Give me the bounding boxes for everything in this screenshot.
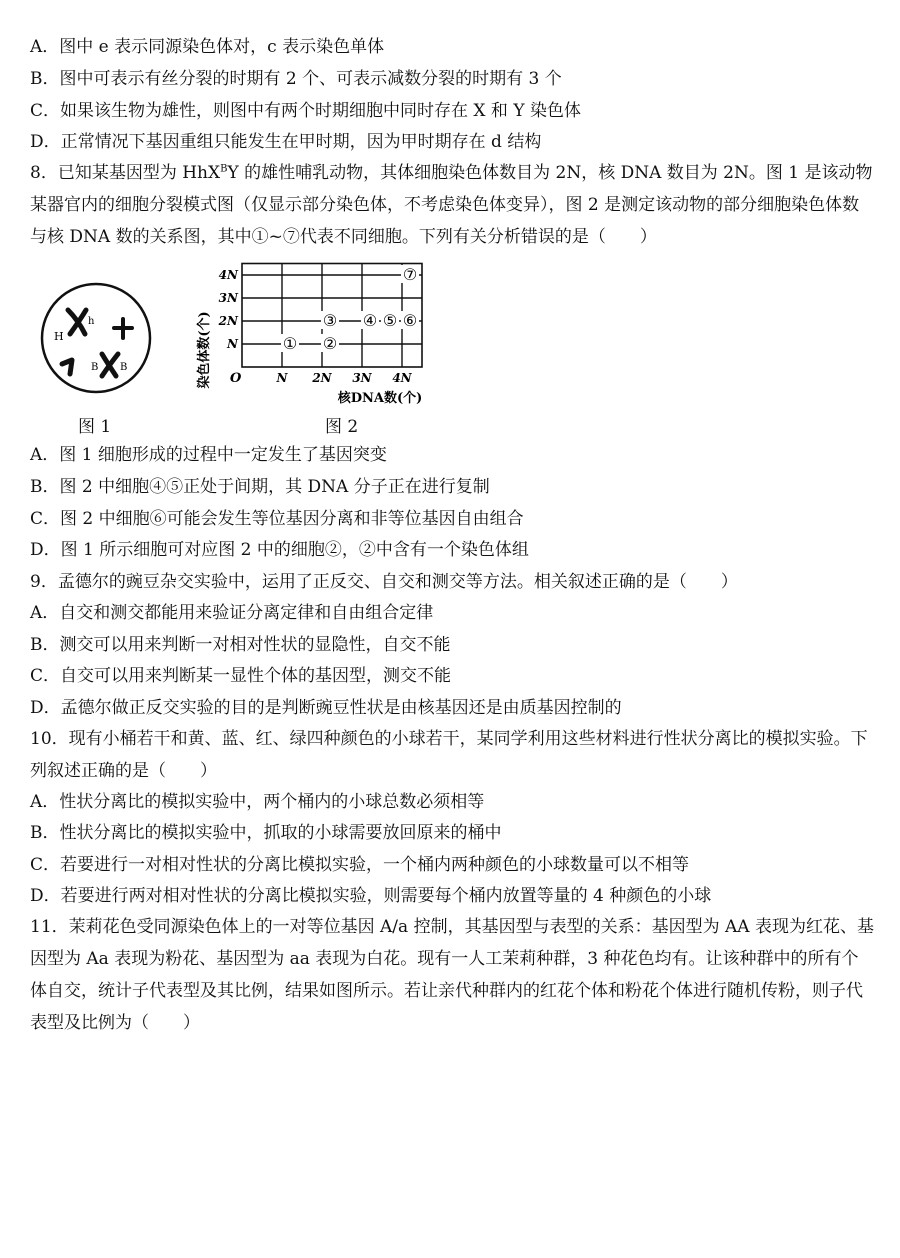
y-tick-label: 2N	[218, 314, 238, 328]
q10-option-c: C．若要进行一对相对性状的分离比模拟实验，一个桶内两种颜色的小球数量可以不相等	[30, 855, 690, 875]
gene-label-H: H	[54, 330, 64, 343]
chromosome-lower-left	[62, 360, 72, 374]
x-tick-label: N	[276, 371, 288, 385]
q10-option-a: A．性状分离比的模拟实验中，两个桶内的小球总数必须相等	[30, 792, 485, 812]
x-tick-label: 4N	[392, 371, 412, 385]
q9-option-d: D．孟德尔做正反交实验的目的是判断豌豆性状是由核基因还是由质基因控制的	[30, 698, 622, 718]
y-tick-label: 4N	[218, 268, 238, 282]
q8-stem-part2: Y 的雄性哺乳动物，其体细胞染色体数目为 2N，核 DNA 数目为 2N。图 1 是该动物某器官内的细胞分裂模式图（仅显示部分染色体，不考虑染色体变异），图 2 是测定该动物的部分细胞染色体数与核 DNA 数的关系图，其中①~⑦代表不同细胞。下列有关分析错误的是（ ）	[30, 163, 873, 247]
q10-option-d: D．若要进行两对相对性状的分离比模拟实验，则需要每个桶内放置等量的 4 种颜色的小球	[30, 886, 712, 906]
q7-option-c: C．如果该生物为雄性，则图中有两个时期细胞中同时存在 X 和 Y 染色体	[30, 101, 581, 121]
y-axis-title: 染色体数(个)	[197, 311, 212, 389]
chromosome-upper-right	[114, 319, 132, 338]
x-tick-label: 2N	[312, 371, 332, 385]
y-tick-label: N	[227, 337, 238, 351]
x-tick-label: 3N	[352, 371, 372, 385]
data-point-label: ①	[282, 334, 298, 353]
data-point-label: ③	[322, 311, 338, 330]
gene-label-B-right: B	[120, 362, 128, 373]
q7-option-a: A．图中 e 表示同源染色体对，c 表示染色单体	[30, 37, 385, 57]
q9-stem: 9．孟德尔的豌豆杂交实验中，运用了正反交、自交和测交等方法。相关叙述正确的是（ ）	[30, 572, 738, 592]
q11-stem: 11．茉莉花色受同源染色体上的一对等位基因 A/a 控制，其基因型与表型的关系：基因型为 AA 表现为红花、基因型为 Aa 表现为粉花、基因型为 aa 表现为白花。现有一人工茉莉种群，3 种花色均有。让该种群中的所有个体自交，统计子代表型及其比例，结果如图所示。若让亲代种群内的红花个体和粉花个体进行随机传粉，则子代表型及比例为（ ）	[30, 917, 874, 1033]
q7-option-d: D．正常情况下基因重组只能发生在甲时期，因为甲时期存在 d 结构	[30, 132, 542, 152]
gene-label-B-left: B	[91, 362, 99, 373]
q8-stem-part1: 8．已知某基因型为 HhX	[30, 163, 221, 183]
q8-option-a: A．图 1 细胞形成的过程中一定发生了基因突变	[30, 445, 387, 465]
data-point-label: ②	[322, 334, 338, 353]
q10-option-b: B．性状分离比的模拟实验中，抓取的小球需要放回原来的桶中	[30, 823, 502, 843]
gene-label-h: h	[88, 316, 95, 327]
y-tick-label: 3N	[218, 291, 238, 305]
q10-stem: 10．现有小桶若干和黄、蓝、红、绿四种颜色的小球若干，某同学利用这些材料进行性状分离比的模拟实验。下列叙述正确的是（ ）	[30, 729, 868, 781]
data-point-label: ④	[362, 311, 378, 330]
data-point-label: ⑦	[402, 265, 418, 284]
q9-option-b: B．测交可以用来判断一对相对性状的显隐性，自交不能	[30, 635, 451, 655]
origin-label: O	[230, 371, 242, 386]
q8-option-d: D．图 1 所示细胞可对应图 2 中的细胞②，②中含有一个染色体组	[30, 540, 529, 560]
q8-stem	[30, 157, 875, 253]
figure-2-chart	[190, 250, 440, 410]
x-axis-title: 核DNA数(个)	[337, 391, 423, 406]
figure-1-cell	[38, 280, 156, 398]
figure-2-caption: 图 2	[325, 417, 359, 437]
chromosome-lower-right	[102, 354, 118, 376]
q8-option-c: C．图 2 中细胞⑥可能会发生等位基因分离和非等位基因自由组合	[30, 509, 524, 529]
q8-stem-sup: B	[220, 163, 228, 175]
q7-option-b: B．图中可表示有丝分裂的时期有 2 个、可表示减数分裂的时期有 3 个	[30, 69, 562, 89]
chromosome-upper-left	[68, 310, 86, 334]
q9-option-a: A．自交和测交都能用来验证分离定律和自由组合定律	[30, 603, 434, 623]
q9-option-c: C．自交可以用来判断某一显性个体的基因型，测交不能	[30, 666, 452, 686]
data-point-label: ⑥	[402, 311, 418, 330]
q8-option-b: B．图 2 中细胞④⑤正处于间期，其 DNA 分子正在进行复制	[30, 477, 490, 497]
figure-1-caption: 图 1	[78, 417, 112, 437]
data-point-label: ⑤	[382, 311, 398, 330]
